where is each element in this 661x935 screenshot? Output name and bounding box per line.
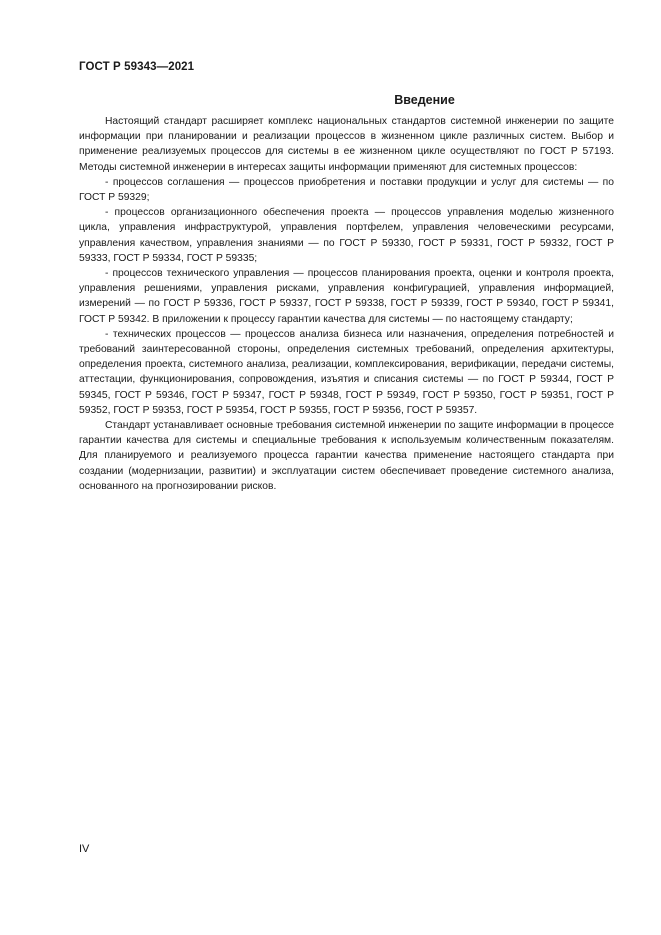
section-title-text: Введение	[394, 93, 455, 107]
paragraph-conclusion: Стандарт устанавливает основные требования системной инженерии по защите информации в процессе гарантии качества для системы и специальные требования к используемым количественным показателям. Для планируемого и реализуемого процесса гарантии качества применение настоящего стандарта при создании (модернизации, развитии) и эксплуатации систем обеспечивает проведение системного анализа, основанного на прогнозировании рисков.	[79, 420, 614, 492]
list-item-organizational-processes: - процессов организационного обеспечения проекта — процессов управления моделью жизненного цикла, управления инфраструктурой, управления портфелем, управления человеческими ресурсами, управления качеством, управления знаниями — по ГОСТ Р 59330, ГОСТ Р 59331, ГОСТ Р 59332, ГОСТ Р 59333, ГОСТ Р 59334, ГОСТ Р 59335;	[79, 207, 614, 264]
document-header: ГОСТ Р 59343—2021	[79, 61, 195, 73]
body-text	[79, 114, 614, 494]
page-number: IV	[79, 843, 90, 855]
list-item-technical-processes: - технических процессов — процессов анализа бизнеса или назначения, определения потребностей и требований заинтересованной стороны, определения системных требований, определения архитектуры, определения проекта, системного анализа, реализации, комплексирования, верификации, передачи системы, аттестации, функционирования, сопровождения, изъятия и списания системы — по ГОСТ Р 59344, ГОСТ Р 59345, ГОСТ Р 59346, ГОСТ Р 59347, ГОСТ Р 59348, ГОСТ Р 59349, ГОСТ Р 59350, ГОСТ Р 59351, ГОСТ Р 59352, ГОСТ Р 59353, ГОСТ Р 59354, ГОСТ Р 59355, ГОСТ Р 59356, ГОСТ Р 59357.	[79, 328, 614, 416]
section-title	[79, 93, 614, 107]
list-item-technical-management-processes: - процессов технического управления — процессов планирования проекта, оценки и контроля проекта, управления решениями, управления рисками, управления конфигурацией, управления информацией, измерений — по ГОСТ Р 59336, ГОСТ Р 59337, ГОСТ Р 59338, ГОСТ Р 59339, ГОСТ Р 59340, ГОСТ Р 59341, ГОСТ Р 59342. В приложении к процессу гарантии качества для системы — по настоящему стандарту;	[79, 268, 614, 325]
list-item-agreement-processes: - процессов соглашения — процессов приобретения и поставки продукции и услуг для системы — по ГОСТ Р 59329;	[79, 176, 614, 204]
paragraph-intro: Настоящий стандарт расширяет комплекс национальных стандартов системной инженерии по защите информации при планировании и реализации процессов в жизненном цикле различных систем. Выбор и применение реализуемых процессов для системы в ее жизненном цикле осуществляют по ГОСТ Р 57193. Методы системной инженерии в интересах защиты информации применяют для системных процессов:	[79, 116, 614, 173]
